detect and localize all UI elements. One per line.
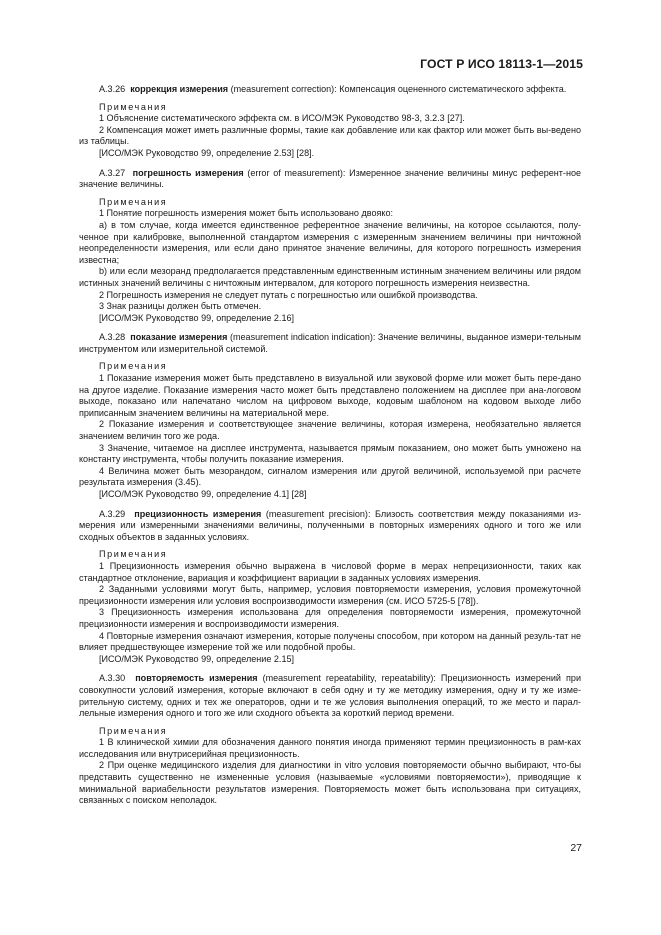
note-item: 2 Погрешность измерения не следует путать с погрешностью или ошибкой производства.: [99, 289, 478, 300]
term-definition: A.3.30 повторяемость измерения (measurement repeatability, repeatability): Прецизионность измерений при совокупности условий измерения, которые включают в себя одну и ту же методику измерения, одну и ту же изме-рительную систему, одних и тех же операторов, одни и те же условия выполнения операций, то же место и парал-лельные измерения одного и того же или сходного объекта за короткий период времени.: [79, 673, 581, 719]
note-item: 1 Прецизионность измерения обычно выражена в числовой форме в мерах непрецизионности, таких как стандартное отклонение, вариация и коэффициент вариации в заданных условиях измерения.: [79, 560, 581, 583]
note-item: 2 При оценке медицинского изделия для диагностики in vitro условия повторяемости обычно выбирают, что-бы представить существенно не измененные условия (называемые «условиями повторяемости»), приводящие к минимальной вариабельности результатов измерения. Повторяемость может быть использована при ситуациях, связанных с поиском неполадок.: [79, 760, 581, 806]
term-definition: A.3.26 коррекция измерения (measurement correction): Компенсация оцененного систематического эффекта.: [99, 84, 567, 94]
note-item: 1 В клинической химии для обозначения данного понятия иногда применяют термин прецизионность в рам-ках исследования или внутрисерийная прецизионность.: [79, 737, 581, 759]
note-item: 2 Заданными условиями могут быть, например, условия повторяемости измерения, условия промежуточной прецизионности измерения или условия воспроизводимости измерения (см. ИСО 5725-5 [78]).: [79, 584, 581, 606]
term-definition: A.3.28 показание измерения (measurement indication indication): Значение величины, выданное измери-тельным инструментом или измерительной системой.: [79, 332, 581, 354]
term-definition: A.3.29 прецизионность измерения (measurement precision): Близость соответствия между показаниями из-мерения или измеренными значениями величины, полученными в повторных измерениях одного и того же или сходных объектов в заданных условиях.: [79, 508, 581, 542]
note-reference: [ИСО/МЭК Руководство 99, определение 2.53] [28].: [99, 147, 315, 158]
note-reference: [ИСО/МЭК Руководство 99, определение 4.1] [28]: [99, 489, 307, 499]
term-name: прецизионность измерения: [134, 508, 262, 519]
term-name: коррекция измерения: [130, 84, 229, 94]
notes-heading: Примечания: [99, 549, 168, 560]
note-reference: [ИСО/МЭК Руководство 99, определение 2.15]: [99, 653, 295, 664]
note-item: 3 Прецизионность измерения использована для определения повторяемости измерения, промежуточной прецизионности измерения и воспроизводимости измерения.: [79, 607, 581, 629]
standard-header: ГОСТ Р ИСО 18113-1—2015: [420, 57, 583, 71]
note-item: b) или если мезоранд предполагается представленным единственным истинным значением величины или рядом истинных значений величины с ничтожным интервалом, для которого погрешность измерения неизвестна.: [79, 266, 581, 288]
note-reference: [ИСО/МЭК Руководство 99, определение 2.16]: [99, 312, 295, 323]
note-item: 1 Объяснение систематического эффекта см. в ИСО/МЭК Руководство 98-3, 3.2.3 [27].: [99, 113, 465, 124]
note-item: a) в том случае, когда имеется единственное референтное значение величины, на которое ссылаются, полу-ченное при калибровке, выполненной стандартом измерения с измеренным значением величины при ничтожной неопределенности измерения, или если дано принятое значение величины, для которого погрешность измерения известна;: [79, 219, 581, 265]
note-item: 3 Значение, читаемое на дисплее инструмента, называется прямым показанием, оно может быть умножено на константу инструмента, чтобы получить показание измерения.: [79, 442, 581, 465]
notes-heading: Примечания: [99, 101, 168, 112]
page-number: 27: [570, 842, 582, 854]
term-name: показание измерения: [130, 332, 228, 343]
note-item: 1 Показание измерения может быть представлено в визуальной или звуковой форме или может быть пере-дано на другое изделие. Показание измерения часто может быть представлено положением на дисплее при ана-логовом выходе, показано или напечатано числом на цифровом выходе, кодовым шаблоном на кодовом выходе либо приписанным значением величины на материальной мере.: [79, 373, 581, 418]
note-item: 3 Знак разницы должен быть отмечен.: [99, 301, 262, 312]
document-body: [79, 84, 581, 807]
note-item: 1 Понятие погрешность измерения может быть использовано двояко:: [99, 208, 393, 219]
notes-heading: Примечания: [99, 361, 168, 372]
notes-heading: Примечания: [99, 725, 168, 736]
note-item: 2 Показание измерения и соответствующее значение величины, которая измерена, необязательно является значением величин того же рода.: [79, 419, 581, 442]
term-name: повторяемость измерения: [135, 673, 258, 684]
term-name: погрешность измерения: [132, 167, 244, 178]
note-item: 4 Величина может быть мезорандом, сигналом измерения или другой величиной, используемой при расчете результата измерения (3.45).: [79, 465, 581, 488]
note-item: 2 Компенсация может иметь различные формы, такие как добавление или как фактор или может быть вы-ведено из таблицы.: [79, 124, 581, 147]
notes-heading: Примечания: [99, 196, 168, 207]
note-item: 4 Повторные измерения означают измерения, которые получены способом, при котором на данный резуль-тат не влияет предшествующее измерение той же или подобной пробы.: [79, 630, 581, 653]
term-definition: A.3.27 погрешность измерения (error of measurement): Измеренное значение величины минус референт-ное значение величины.: [79, 167, 582, 190]
